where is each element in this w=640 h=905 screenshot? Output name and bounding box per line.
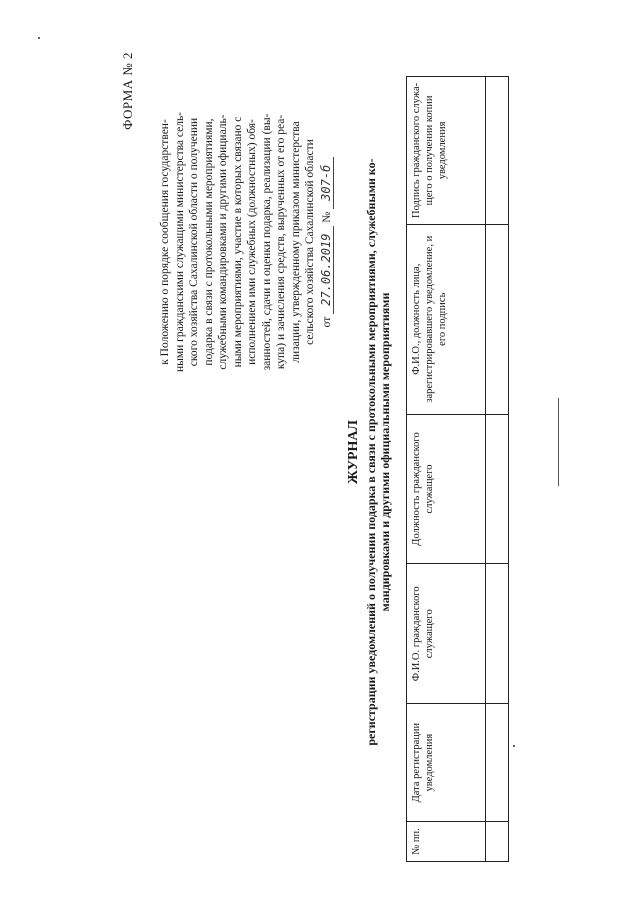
- order-date-handwritten: 27.06.2019: [319, 226, 335, 314]
- table-cell: [486, 77, 509, 225]
- journal-subtitle-line: мандировками и другими официальными мероприятиями: [378, 292, 392, 612]
- column-header: № пп.: [407, 822, 486, 862]
- regulation-line: ными мероприятиями, участие в которых связано с: [231, 116, 244, 368]
- journal-table: [406, 76, 509, 862]
- journal-subtitle: [364, 62, 392, 842]
- regulation-reference: [158, 82, 334, 402]
- regulation-line: сельского хозяйства Сахалинской области: [304, 139, 316, 345]
- form-number-label: ФОРМА № 2: [120, 52, 135, 130]
- table-cell: [486, 414, 509, 564]
- regulation-line: к Положению о порядке сообщения государствен-: [159, 119, 171, 365]
- column-header: Подпись гражданского служа-щего о получении копии уведомления: [407, 77, 486, 225]
- regulation-line: ского хозяйства Сахалинской области о получении: [188, 117, 200, 367]
- regulation-line: исполнением ими служебных (должностных) обя-: [246, 119, 258, 365]
- regulation-line: лизации, утвержденному приказом министерства: [289, 121, 302, 363]
- journal-title: ЖУРНАЛ: [346, 420, 361, 484]
- journal-subtitle-line: регистрации уведомлений о получении подарка в связи с протокольными мероприятиями, служебными ко-: [364, 158, 378, 746]
- regulation-line: ными гражданскими служащими министерства сель-: [173, 111, 186, 373]
- date-prefix: от: [320, 316, 333, 328]
- document-sheet: [110, 22, 530, 882]
- column-header: Ф.И.О., должность лица, зарегистрировавшего уведомление, и его подпись: [407, 224, 486, 414]
- table-row: [486, 77, 509, 862]
- column-header: Ф.И.О. гражданского служащего: [407, 564, 486, 704]
- table-cell: [486, 704, 509, 822]
- regulation-line: служебными командировками и другими официаль-: [217, 114, 229, 370]
- scan-speck: [38, 37, 40, 39]
- scan-speck: [513, 745, 515, 747]
- order-number-handwritten: 307-б: [319, 157, 335, 209]
- table-cell: [486, 224, 509, 414]
- regulation-line: подарка в связи с протокольными мероприятиями,: [202, 118, 215, 366]
- column-header: Должность гражданского служащего: [407, 414, 486, 564]
- regulation-line: занностей, сдачи и оценки подарка, реализации (вы-: [260, 113, 273, 371]
- regulation-line: купа) и зачисления средств, вырученных от его реа-: [275, 114, 287, 370]
- table-header-row: [407, 77, 486, 862]
- table-cell: [486, 564, 509, 704]
- order-date-line: [319, 82, 335, 402]
- number-prefix: №: [320, 211, 333, 223]
- table-cell: [486, 822, 509, 862]
- scan-mark: [558, 398, 559, 486]
- column-header: Дата регистрации уведомления: [407, 704, 486, 822]
